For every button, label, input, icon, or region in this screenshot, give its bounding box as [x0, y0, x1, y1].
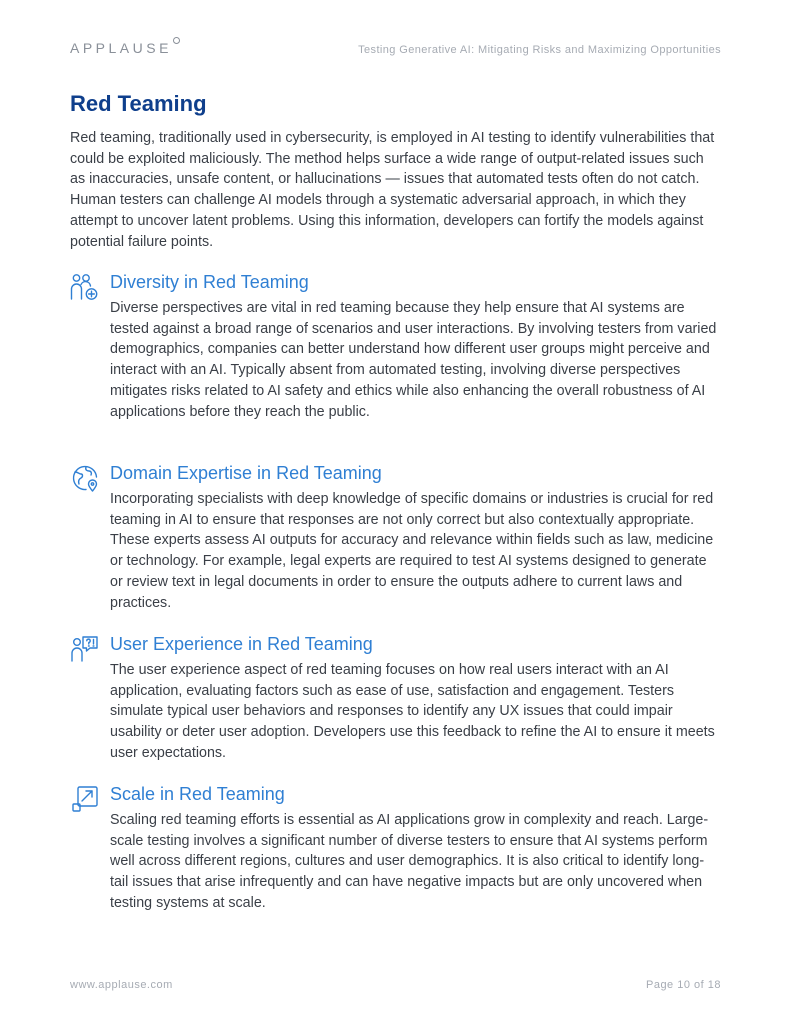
applause-logo	[70, 40, 179, 56]
people-add-icon	[70, 272, 100, 302]
section-title: Diversity in Red Teaming	[110, 272, 309, 292]
section-title: User Experience in Red Teaming	[110, 634, 373, 654]
section-scale	[70, 782, 721, 914]
logo-ring-icon	[173, 37, 180, 44]
intro-paragraph: Red teaming, traditionally used in cybersecurity, is employed in AI testing to identify vulnerabilities that could be exploited maliciously. The method helps surface a wide range of output-related issues such as inaccuracies, unsafe content, or hallucinations — issues that automated tests often do not catch. Human testers can challenge AI models through a systematic adversarial approach, in which they attempt to uncover latent problems. Using this information, developers can fortify the models against potential failure points.	[70, 130, 715, 250]
globe-location-icon	[70, 463, 100, 493]
section-body: Scaling red teaming efforts is essential as AI applications grow in complexity and reach. Large-scale testing involves a significant number of diverse testers to ensure that AI systems perform well across different regions, cultures and user demographics. It is also critical to identify long-tail issues that arise infrequently and can have negative impacts but are only uncovered when testing systems at scale.	[110, 812, 709, 911]
page-title: Red Teaming	[70, 91, 207, 116]
section-body: Incorporating specialists with deep knowledge of specific domains or industries is crucial for red teaming in AI to ensure that responses are not only correct but also contextually appropriate. These experts assess AI outputs for accuracy and relevance within fields such as law, medicine or technology. For example, legal experts are required to test AI systems designed to generate or review text in legal documents in order to ensure the outputs adhere to current laws and practices.	[110, 491, 714, 611]
page-number: Page 10 of 18	[645, 979, 721, 991]
scale-expand-icon	[70, 784, 100, 814]
section-body: Diverse perspectives are vital in red teaming because they help ensure that AI systems are tested against a broad range of scenarios and user interactions. By involving testers from varied demographics, companies can better understand how different user groups might perceive and interact with an AI. Typically absent from automated testing, involving diverse perspectives mitigates risks related to AI safety and ethics while also enhancing the overall robustness of AI applications before they reach the public.	[110, 300, 717, 420]
document-title: Testing Generative AI: Mitigating Risks and Maximizing Opportunities	[358, 44, 721, 56]
page-header	[70, 40, 721, 62]
logo-text: APPLAUSE	[70, 40, 172, 56]
section-title: Domain Expertise in Red Teaming	[110, 463, 382, 483]
section-body: The user experience aspect of red teaming focuses on how real users interact with an AI application, evaluating factors such as ease of use, satisfaction and engagement. Testers simulate typical user behaviors and responses to identify any UX issues that could impair usability or deter user adoption. Developers use this feedback to refine the AI to ensure it meets user expectations.	[110, 662, 715, 761]
user-question-icon	[70, 634, 100, 664]
section-domain-expertise	[70, 461, 721, 613]
footer-website-link[interactable]: www.applause.com	[70, 979, 173, 991]
section-title: Scale in Red Teaming	[110, 784, 285, 804]
section-diversity	[70, 270, 721, 422]
section-user-experience	[70, 632, 721, 764]
